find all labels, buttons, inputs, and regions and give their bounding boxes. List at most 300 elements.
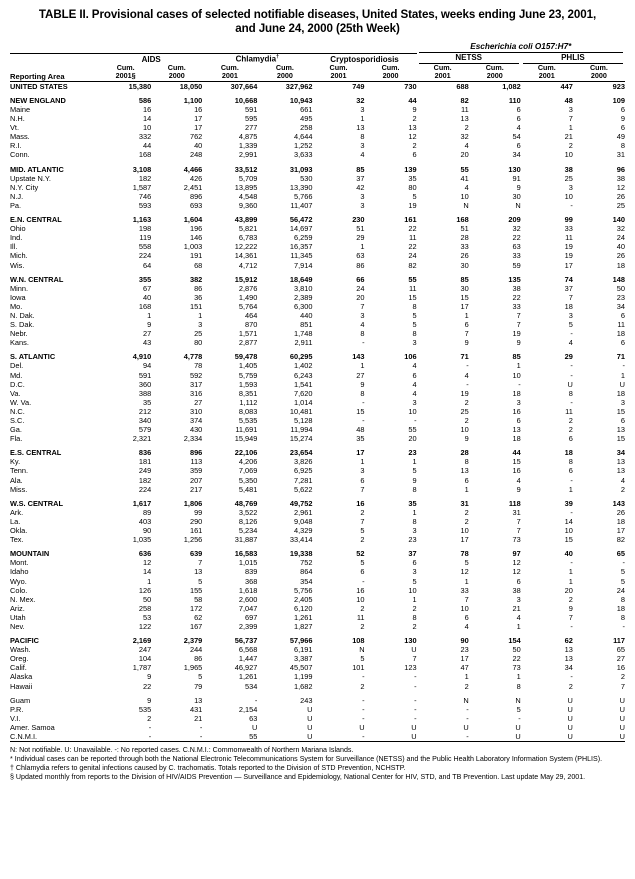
cell-value: 426 xyxy=(189,173,203,183)
cell-value: 15 xyxy=(616,434,625,444)
cell-value: 11 xyxy=(565,406,573,416)
cell-value: 19 xyxy=(564,242,573,252)
cell-value: 7,620 xyxy=(293,388,313,398)
row-label: Guam xyxy=(10,695,31,705)
cell-value: 6 xyxy=(464,475,469,485)
cell-value: 3 xyxy=(412,338,417,348)
cell-value: 33,512 xyxy=(234,164,258,174)
footnotes xyxy=(10,746,625,782)
cell-value: 2 xyxy=(412,603,417,613)
cell-value: 4,644 xyxy=(293,132,313,142)
cell-value: 18,649 xyxy=(289,274,313,284)
cell-value: 15 xyxy=(460,292,469,302)
cell-value: 28 xyxy=(460,448,469,458)
cell-value: - xyxy=(466,361,469,371)
cell-value: - xyxy=(570,329,573,339)
cell-value: 1 xyxy=(464,484,469,494)
cell-value: 34 xyxy=(616,301,625,311)
cell-value: 16 xyxy=(142,105,152,114)
cell-value: 15 xyxy=(512,457,521,467)
table-row xyxy=(10,663,625,672)
cell-value: - xyxy=(414,704,417,714)
cell-value: U xyxy=(567,732,573,741)
cell-value: - xyxy=(362,397,365,407)
cell-value: 18 xyxy=(616,388,625,398)
cell-value: 10 xyxy=(356,594,365,604)
cell-value: 2 xyxy=(568,594,573,604)
col-chlamydia-2001: Cum. 2001 xyxy=(220,63,239,81)
row-label: Del. xyxy=(10,361,24,371)
cell-value: 66 xyxy=(356,274,365,284)
cell-value: 5,756 xyxy=(293,585,313,595)
cell-value: 1,682 xyxy=(293,681,313,691)
cell-value: 1,015 xyxy=(238,558,258,568)
cell-value: 447 xyxy=(560,81,573,91)
cell-value: 31,887 xyxy=(234,535,258,545)
cell-value: 73 xyxy=(512,663,521,673)
cell-value: 161 xyxy=(404,215,417,225)
cell-value: 43 xyxy=(142,338,152,348)
cell-value: U xyxy=(619,732,625,741)
table-row xyxy=(10,654,625,663)
cell-value: 62 xyxy=(564,636,573,646)
cell-value: 464 xyxy=(245,310,258,320)
row-label: W.S. CENTRAL xyxy=(10,498,63,508)
cell-value: 2,877 xyxy=(238,338,258,348)
cell-value: 8 xyxy=(412,329,417,339)
cell-value: 18 xyxy=(564,448,573,458)
cell-value: 636 xyxy=(138,549,152,559)
cell-value: 99 xyxy=(194,507,203,517)
cell-value: 388 xyxy=(138,388,152,398)
cell-value: 6,243 xyxy=(293,370,313,380)
cell-value: 90 xyxy=(460,636,469,646)
cell-value: U xyxy=(359,722,365,732)
cell-value: 82 xyxy=(460,95,469,105)
cell-value: N xyxy=(515,200,521,210)
cell-value: 340 xyxy=(138,416,152,425)
table-row xyxy=(10,123,625,132)
cell-value: 1 xyxy=(464,576,469,586)
col-netss-2001: Cum. 2001 xyxy=(433,63,452,81)
cell-value: 5 xyxy=(620,576,625,586)
cell-value: - xyxy=(570,672,573,682)
cell-value: 82 xyxy=(616,535,625,545)
cell-value: 591 xyxy=(138,370,152,380)
cell-value: 18 xyxy=(564,301,573,311)
cell-value: 2 xyxy=(360,507,365,517)
row-label: Iowa xyxy=(10,292,26,302)
cell-value: 746 xyxy=(138,191,152,201)
table-row xyxy=(10,723,625,732)
cell-value: 7 xyxy=(516,320,521,330)
cell-value: 13 xyxy=(564,645,573,655)
cell-value: - xyxy=(148,722,152,732)
cell-value: - xyxy=(570,621,573,631)
row-label: W.N. CENTRAL xyxy=(10,274,64,284)
cell-value: 49 xyxy=(616,132,625,142)
cell-value: 34 xyxy=(512,150,521,160)
cell-value: N xyxy=(359,645,365,655)
cell-value: 1,618 xyxy=(238,585,258,595)
cell-value: 168 xyxy=(138,301,152,311)
cell-value: 13 xyxy=(564,654,573,664)
cell-value: 896 xyxy=(189,448,203,458)
cell-value: - xyxy=(362,672,365,682)
cell-value: 3 xyxy=(568,310,573,320)
col-crypto-2001: Cum. 2001 xyxy=(329,63,348,81)
row-label: Mo. xyxy=(10,301,23,311)
cell-value: 26 xyxy=(616,251,625,261)
cell-value: 8 xyxy=(620,594,625,604)
cell-value: 851 xyxy=(300,320,313,330)
cell-value: 697 xyxy=(245,612,258,622)
cell-value: 290 xyxy=(189,516,203,526)
cell-value: 2 xyxy=(412,621,417,631)
cell-value: 79 xyxy=(194,681,203,691)
cell-value: 661 xyxy=(300,105,313,114)
cell-value: 8 xyxy=(412,484,417,494)
cell-value: 1 xyxy=(620,370,625,380)
row-label: NEW ENGLAND xyxy=(10,95,66,105)
cell-value: 10,943 xyxy=(289,95,313,105)
cell-value: 51 xyxy=(356,224,365,234)
cell-value: 5 xyxy=(412,191,417,201)
row-label: Idaho xyxy=(10,567,29,577)
cell-value: 13 xyxy=(194,695,203,705)
cell-value: 15 xyxy=(564,535,573,545)
cell-value: 16 xyxy=(512,406,521,416)
cell-value: 6,191 xyxy=(293,645,313,655)
cell-value: 51 xyxy=(460,224,469,234)
cell-value: 18 xyxy=(616,603,625,613)
cell-value: 16 xyxy=(616,663,625,673)
cell-value: 7 xyxy=(568,114,573,124)
cell-value: 593 xyxy=(138,200,152,210)
cell-value: 258 xyxy=(138,603,152,613)
cell-value: - xyxy=(570,397,573,407)
table-row xyxy=(10,338,625,347)
cell-value: 4 xyxy=(464,141,469,151)
cell-value: 6 xyxy=(568,466,573,476)
cell-value: 16,357 xyxy=(289,242,313,252)
cell-value: 1,339 xyxy=(238,141,258,151)
table-row xyxy=(10,466,625,475)
table-row xyxy=(10,361,625,370)
table-row xyxy=(10,114,625,123)
cell-value: 1,748 xyxy=(293,329,313,339)
table-row xyxy=(10,577,625,586)
row-label: Nebr. xyxy=(10,329,28,339)
cell-value: 1,100 xyxy=(183,95,203,105)
cell-value: 60,295 xyxy=(289,352,313,362)
row-label: UNITED STATES xyxy=(10,81,68,91)
table-row xyxy=(10,174,625,183)
cell-value: 14,697 xyxy=(289,224,313,234)
cell-value: 3 xyxy=(360,191,365,201)
group-header-ecoli: Escherichia coli O157:H7* xyxy=(417,42,625,53)
cell-value: - xyxy=(362,704,365,714)
cell-value: 6 xyxy=(620,416,625,425)
row-label: Ky. xyxy=(10,457,21,467)
cell-value: 34 xyxy=(564,663,573,673)
cell-value: 5 xyxy=(198,672,203,682)
cell-value: 38 xyxy=(564,164,573,174)
table-row xyxy=(10,352,625,361)
cell-value: 35 xyxy=(142,397,152,407)
cell-value: 10 xyxy=(512,370,521,380)
cell-value: 146 xyxy=(189,233,203,243)
cell-value: 5 xyxy=(620,567,625,577)
row-label: S. ATLANTIC xyxy=(10,352,56,362)
row-label: N.Y. City xyxy=(10,182,39,192)
cell-value: 3,826 xyxy=(293,457,313,467)
cell-value: 86 xyxy=(194,654,203,664)
cell-value: 33 xyxy=(512,251,521,261)
cell-value: 40 xyxy=(616,242,625,252)
cell-value: 1 xyxy=(568,123,573,133)
subgroup-header-phlis: PHLIS xyxy=(521,53,625,64)
cell-value: 4,712 xyxy=(238,260,258,270)
cell-value: 1 xyxy=(360,242,365,252)
col-chlamydia-2000: Cum. 2000 xyxy=(275,63,294,81)
cell-value: 22,106 xyxy=(234,448,258,458)
cell-value: 1,199 xyxy=(293,672,313,682)
cell-value: 249 xyxy=(138,466,152,476)
cell-value: 30 xyxy=(460,260,469,270)
cell-value: 1 xyxy=(412,594,417,604)
cell-value: 6 xyxy=(412,370,417,380)
col-netss-2000: Cum. 2000 xyxy=(485,63,504,81)
cell-value: 9 xyxy=(516,182,521,192)
cell-value: 22 xyxy=(408,224,417,234)
row-label: Utah xyxy=(10,612,26,622)
row-label: N. Dak. xyxy=(10,310,35,320)
cell-value: 586 xyxy=(138,95,152,105)
cell-value: 7 xyxy=(568,612,573,622)
cell-value: 6 xyxy=(360,475,365,485)
table-row xyxy=(10,284,625,293)
cell-value: 9 xyxy=(464,434,469,444)
cell-value: U xyxy=(619,695,625,705)
cell-value: 143 xyxy=(352,352,365,362)
cell-value: 33 xyxy=(512,301,521,311)
cell-value: 8 xyxy=(360,329,365,339)
cell-value: 2 xyxy=(412,141,417,151)
cell-value: 196 xyxy=(189,224,203,234)
cell-value: 198 xyxy=(138,224,152,234)
cell-value: - xyxy=(466,379,469,389)
row-label: Ill. xyxy=(10,242,18,252)
cell-value: 14 xyxy=(142,567,152,577)
cell-value: 3,522 xyxy=(238,507,258,517)
table-row xyxy=(10,371,625,380)
cell-value: 307,664 xyxy=(230,81,258,91)
cell-value: 48 xyxy=(564,95,573,105)
cell-value: 10 xyxy=(408,406,417,416)
cell-value: 2 xyxy=(412,114,417,124)
cell-value: 7 xyxy=(516,526,521,536)
cell-value: - xyxy=(362,732,365,741)
row-label: Mont. xyxy=(10,558,29,568)
cell-value: 1 xyxy=(516,672,521,682)
cell-value: 31,093 xyxy=(289,164,313,174)
cell-value: 5 xyxy=(360,526,365,536)
cell-value: - xyxy=(199,732,203,741)
cell-value: 3,108 xyxy=(132,164,152,174)
cell-value: 117 xyxy=(613,636,625,646)
cell-value: 7 xyxy=(464,329,469,339)
cell-value: 32 xyxy=(356,95,365,105)
row-label: W. Va. xyxy=(10,397,32,407)
cell-value: 11,407 xyxy=(290,200,313,210)
cell-value: 8,126 xyxy=(238,516,258,526)
row-label: Wis. xyxy=(10,260,25,270)
cell-value: 1 xyxy=(147,576,152,586)
cell-value: 27 xyxy=(356,370,365,380)
cell-value: - xyxy=(570,361,573,371)
cell-value: 6 xyxy=(516,141,521,151)
cell-value: 1 xyxy=(568,484,573,494)
cell-value: 56,472 xyxy=(289,215,313,225)
cell-value: 6,568 xyxy=(238,645,258,655)
cell-value: 6,300 xyxy=(293,301,313,311)
cell-value: 277 xyxy=(245,123,258,133)
cell-value: 1,163 xyxy=(132,215,152,225)
row-label: Kans. xyxy=(10,338,29,348)
cell-value: 2,451 xyxy=(183,182,203,192)
row-label: MID. ATLANTIC xyxy=(10,164,64,174)
table-row xyxy=(10,416,625,425)
cell-value: 27 xyxy=(194,397,203,407)
table-row xyxy=(10,105,625,114)
cell-value: 2,405 xyxy=(293,594,313,604)
cell-value: 12 xyxy=(460,567,469,577)
cell-value: 6 xyxy=(620,105,625,114)
cell-value: 86 xyxy=(356,260,365,270)
cell-value: 50 xyxy=(512,645,521,655)
cell-value: 143 xyxy=(612,498,625,508)
cell-value: 3 xyxy=(360,466,365,476)
cell-value: 64 xyxy=(142,260,152,270)
cell-value: 63 xyxy=(249,713,258,723)
cell-value: 1,082 xyxy=(502,81,521,91)
cell-value: 7 xyxy=(620,681,625,691)
cell-value: 8 xyxy=(464,457,469,467)
cell-value: - xyxy=(622,361,625,371)
cell-value: U xyxy=(619,722,625,732)
cell-value: 12 xyxy=(512,567,521,577)
cell-value: 18 xyxy=(616,329,625,339)
cell-value: 9 xyxy=(360,379,365,389)
cell-value: U xyxy=(307,704,313,714)
cell-value: 106 xyxy=(404,352,417,362)
table-row xyxy=(10,251,625,260)
cell-value: 47 xyxy=(460,663,469,673)
cell-value: 23,654 xyxy=(289,448,313,458)
cell-value: 10 xyxy=(142,123,152,133)
group-header-chlamydia: Chlamydia† xyxy=(202,53,312,64)
cell-value: 14 xyxy=(564,516,573,526)
cell-value: 148 xyxy=(612,274,625,284)
cell-value: 7 xyxy=(516,516,521,526)
row-label: N.H. xyxy=(10,114,25,124)
cell-value: 58 xyxy=(194,594,203,604)
cell-value: 579 xyxy=(138,425,152,435)
row-label: E.S. CENTRAL xyxy=(10,448,62,458)
cell-value: 15 xyxy=(356,406,365,416)
cell-value: 20 xyxy=(564,585,573,595)
cell-value: 40 xyxy=(194,141,203,151)
cell-value: 1,035 xyxy=(132,535,152,545)
row-label: C.N.M.I. xyxy=(10,732,38,741)
table-row xyxy=(10,150,625,159)
cell-value: 13 xyxy=(616,457,625,467)
cell-value: - xyxy=(362,576,365,586)
cell-value: 182 xyxy=(138,173,152,183)
cell-value: 11 xyxy=(408,283,417,293)
cell-value: 9 xyxy=(147,320,152,330)
row-label: Okla. xyxy=(10,526,28,536)
cell-value: 5,759 xyxy=(238,370,258,380)
cell-value: 5 xyxy=(412,576,417,586)
cell-value: 8 xyxy=(360,132,365,142)
cell-value: 5 xyxy=(568,320,573,330)
cell-value: 6,120 xyxy=(293,603,313,613)
cell-value: 2 xyxy=(568,141,573,151)
cell-value: 6 xyxy=(620,123,625,133)
cell-value: 82 xyxy=(408,260,417,270)
cell-value: 896 xyxy=(189,191,203,201)
cell-value: 1 xyxy=(568,576,573,586)
cell-value: U xyxy=(567,704,573,714)
cell-value: 49,752 xyxy=(289,498,313,508)
cell-value: 8 xyxy=(568,388,573,398)
cell-value: 17 xyxy=(460,654,469,664)
cell-value: 123 xyxy=(404,663,417,673)
cell-value: 13 xyxy=(460,114,469,124)
cell-value: 54 xyxy=(512,132,521,142)
cell-value: 6 xyxy=(516,416,521,425)
cell-value: 1,827 xyxy=(293,621,313,631)
cell-value: 9 xyxy=(147,695,152,705)
cell-value: - xyxy=(362,338,365,348)
cell-value: 9 xyxy=(412,475,417,485)
table-row xyxy=(10,549,625,558)
cell-value: U xyxy=(515,732,521,741)
cell-value: 6,925 xyxy=(293,466,313,476)
cell-value: 2,379 xyxy=(183,636,203,646)
cell-value: 5,766 xyxy=(293,191,313,201)
cell-value: 2,154 xyxy=(238,704,258,714)
cell-value: 38 xyxy=(616,173,625,183)
row-label: Ind. xyxy=(10,233,23,243)
table-row xyxy=(10,714,625,723)
cell-value: 10,481 xyxy=(289,406,313,416)
cell-value: 15,912 xyxy=(234,274,258,284)
cell-value: 97 xyxy=(512,549,521,559)
cell-value: 126 xyxy=(138,585,152,595)
cell-value: 1 xyxy=(464,672,469,682)
notifiable-diseases-table xyxy=(10,42,625,742)
cell-value: 22 xyxy=(512,233,521,243)
cell-value: 592 xyxy=(189,370,203,380)
cell-value: - xyxy=(362,713,365,723)
cell-value: - xyxy=(518,379,521,389)
cell-value: 19 xyxy=(564,251,573,261)
cell-value: 4,329 xyxy=(293,526,313,536)
cell-value: - xyxy=(622,621,625,631)
